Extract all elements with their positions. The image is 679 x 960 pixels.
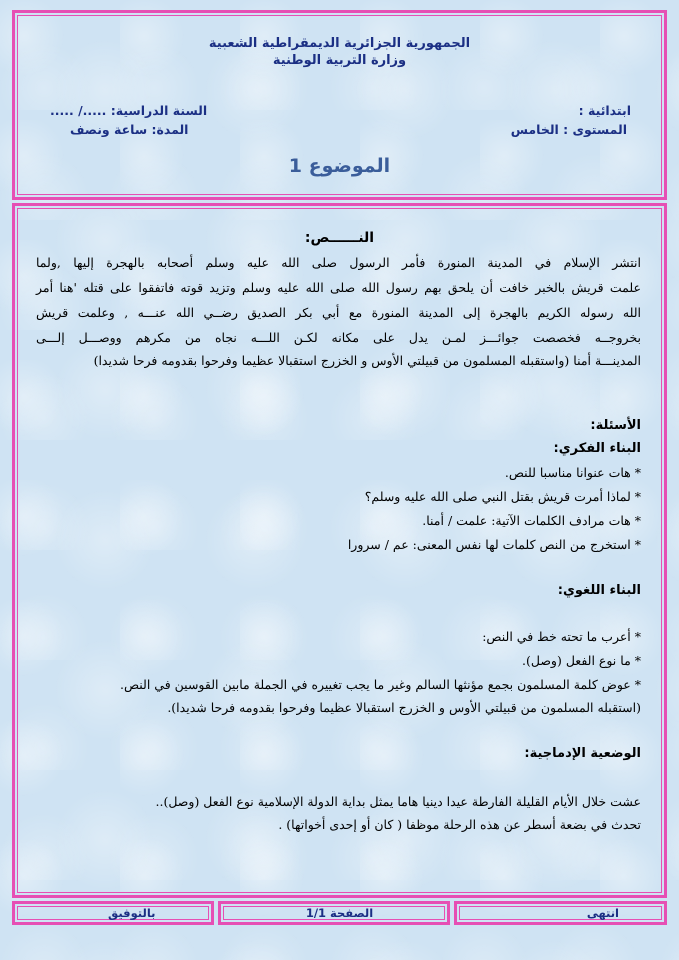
questions-heading: الأسئلة: (590, 418, 641, 433)
level-label: المستوى : الخامس (510, 122, 627, 137)
comprehension-heading: البناء الفكري: (553, 441, 641, 456)
question-item: عشت خلال الأيام القليلة الفارطة عيدا دينيا هاما يمثل بداية الدولة الإسلامية نوع الفعل (وصل).. (155, 794, 641, 809)
integration-heading: الوضعية الإدماجية: (524, 746, 641, 761)
text-line: علمت قريش بالخبر خافت أن يلحق بهم رسول الله صلى الله عليه وسلم وتزيد قوته فاتفقوا على قتله 'هنا أمر (36, 280, 641, 295)
school-year-label: السنة الدراسية: ...../ ..... (50, 103, 208, 118)
question-item: تحدث في بضعة أسطر عن هذه الرحلة موظفا ( كان أو إحدى أخواتها) . (278, 817, 641, 832)
question-item: * لماذا أمرت قريش بقتل النبي صلى الله عليه وسلم؟ (364, 489, 641, 504)
footer-end: انتهى (586, 906, 619, 920)
ministry-title: وزارة التربية الوطنية (272, 53, 407, 68)
text-heading: النــــــص: (304, 230, 375, 246)
question-item: * هات عنوانا مناسبا للنص. (504, 465, 641, 480)
duration-label: المدة: ساعة ونصف (70, 122, 189, 137)
footer-page: الصفحة 1/1 (305, 906, 374, 920)
school-label: ابتدائية : (578, 103, 631, 118)
question-item: * أعرب ما تحته خط في النص: (482, 629, 641, 644)
footer-good-luck: بالتوفيق (108, 906, 156, 920)
language-heading: البناء اللغوي: (557, 583, 641, 598)
text-line: الله رسوله الكريم بالهجرة إلى المدينة المنورة مع أبي بكر الصديق رضــي الله عنـــه , وعلمت قريش (36, 305, 641, 320)
question-item: * ما نوع الفعل (وصل). (522, 653, 641, 668)
text-line: انتشر الإسلام في المدينة المنورة فأمر الرسول صلى الله عليه وسلم أصحابه بالهجرة إليها ,ولما (36, 255, 641, 270)
question-item: (استقبله المسلمون من قبيلتي الأوس و الخزرج استقبالا عظيما وفرحوا بقدومه فرحا شديدا). (167, 700, 641, 715)
topic-title: الموضوع 1 (288, 155, 391, 177)
question-item: * استخرج من النص كلمات لها نفس المعنى: عم / سرورا (347, 537, 641, 552)
question-item: * عوض كلمة المسلمون بجمع مؤنثها السالم وغير ما يجب تغييره في الجملة مابين القوسين في النص. (119, 677, 641, 692)
republic-title: الجمهورية الجزائرية الديمقراطية الشعبية (208, 36, 471, 51)
question-item: * هات مرادف الكلمات الآتية: علمت / أمنا. (422, 513, 641, 528)
text-line: بخروجــه فخصصت جوائـــز لمـن يدل على مكانه لكـن اللـــه نجاه من مكرهم ووصـــل إلـــى (36, 330, 641, 345)
text-line: المدينـــة أمنا (واستقبله المسلمون من قبيلتي الأوس و الخزرج استقبالا عظيما وفرحوا بقدومه فرحا شديدا) (93, 353, 641, 368)
